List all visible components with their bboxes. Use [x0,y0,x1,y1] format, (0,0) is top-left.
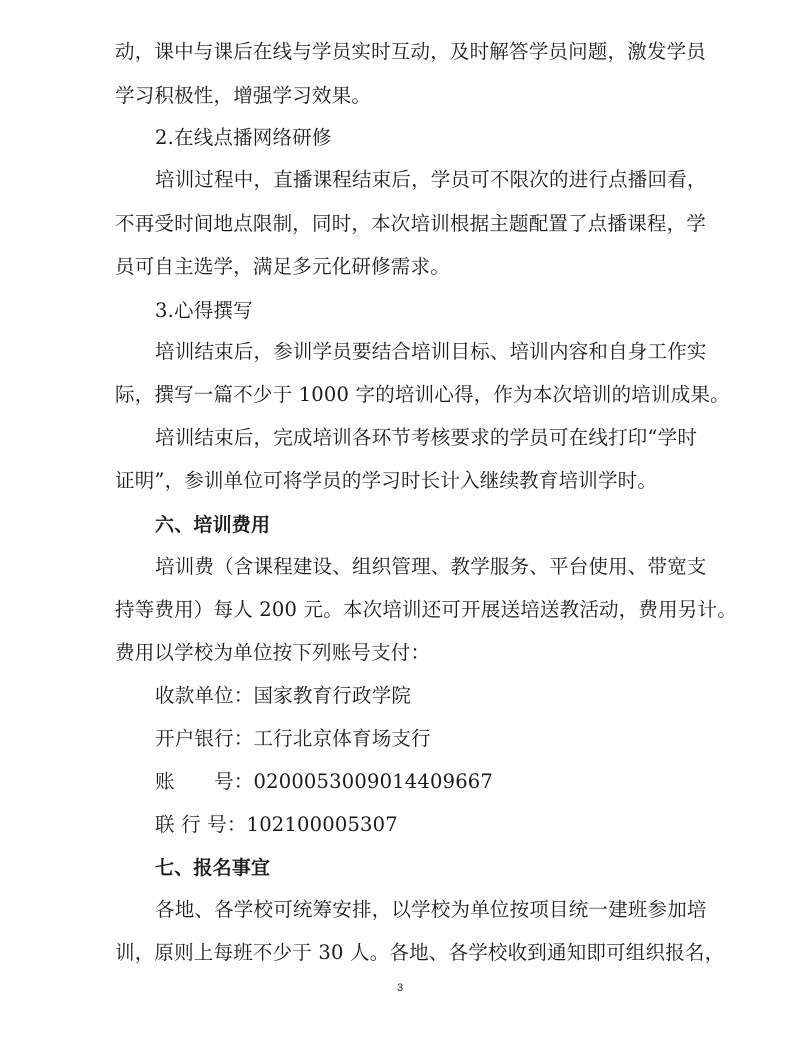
subsection-title: 2.在线点播网络研修 [155,126,332,149]
paragraph-line: 费用以学校为单位按下列账号支付： [115,641,431,664]
paragraph-line: 训，原则上每班不少于 30 人。各地、各学校收到通知即可组织报名， [115,941,725,964]
page-number: 3 [396,982,404,994]
section-heading-registration: 七、报名事宜 [155,857,271,879]
paragraph-line: 学习积极性，增强学习效果。 [115,84,372,107]
paragraph-line: 培训结束后，参训学员要结合培训目标、培训内容和自身工作实 [155,340,707,363]
paragraph-line: 培训结束后，完成培训各环节考核要求的学员可在线打印“学时 [155,426,698,449]
payee-line: 收款单位：国家教育行政学院 [155,684,412,707]
bank-code-line: 联 行 号：102100005307 [155,813,398,836]
paragraph-line: 证明”，参训单位可将学员的学习时长计入继续教育培训学时。 [115,469,658,492]
paragraph-line: 培训过程中，直播课程结束后，学员可不限次的进行点播回看， [155,168,707,191]
section-heading-fees: 六、培训费用 [155,514,271,536]
paragraph-line: 不再受时间地点限制，同时，本次培训根据主题配置了点播课程，学 [115,212,707,235]
paragraph-line: 动，课中与课后在线与学员实时互动，及时解答学员问题，激发学员 [115,40,707,63]
paragraph-line: 各地、各学校可统筹安排，以学校为单位按项目统一建班参加培 [155,898,707,921]
bank-line: 开户银行：工行北京体育场支行 [155,727,431,750]
paragraph-line: 员可自主选学，满足多元化研修需求。 [115,255,450,278]
paragraph-line: 培训费（含课程建设、组织管理、教学服务、平台使用、带宽支 [155,555,707,578]
account-number-line: 账 号：0200053009014409667 [155,770,494,793]
paragraph-line: 际，撰写一篇不少于 1000 字的培训心得，作为本次培训的培训成果。 [115,383,730,406]
paragraph-line: 持等费用）每人 200 元。本次培训还可开展送培送教活动，费用另计。 [115,598,737,621]
subsection-title: 3.心得撰写 [155,299,253,322]
